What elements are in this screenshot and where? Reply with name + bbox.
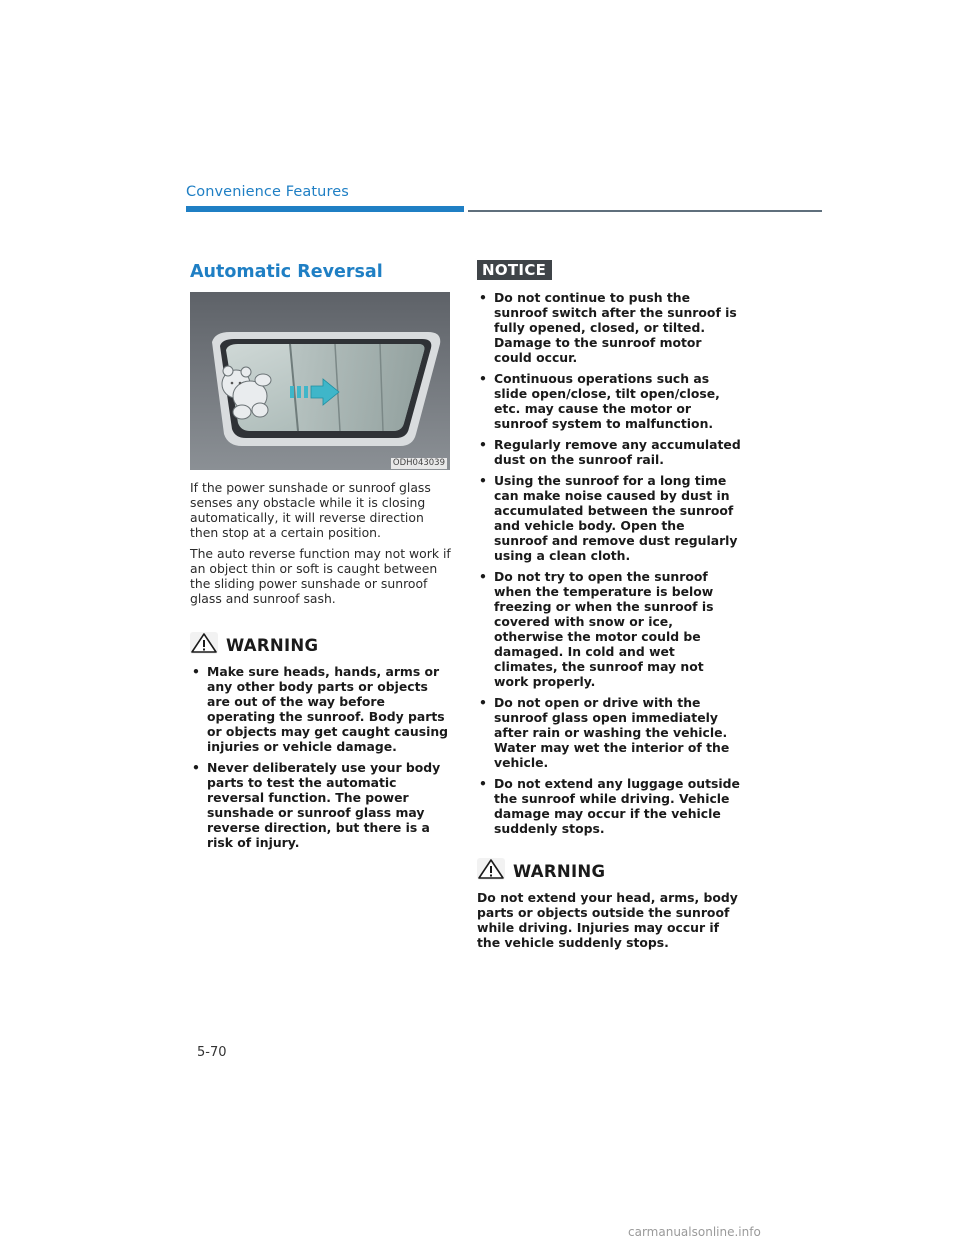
warning-paragraph: Do not extend your head, arms, body parts or objects outside the sunroof while driving. Injuries may occur if the vehicle suddenly stops.	[477, 890, 738, 950]
notice-badge: NOTICE	[477, 260, 552, 280]
bullet-dot-icon: •	[479, 569, 487, 584]
section-title: Automatic Reversal	[190, 262, 383, 282]
list-item	[477, 437, 742, 467]
warning-heading	[190, 632, 452, 658]
list-item-text: Do not try to open the sunroof when the temperature is below freezing or when the sunroof is covered with snow or ice, otherwise the motor could be damaged. In cold and wet climates, the sunroof may not work properly.	[494, 569, 714, 689]
bullet-dot-icon: •	[479, 776, 487, 791]
bullet-dot-icon: •	[192, 760, 200, 775]
body-paragraph: The auto reverse function may not work if an object thin or soft is caught between the sliding power sunshade or sunroof glass and sunroof sash.	[190, 546, 451, 606]
header-title: Convenience Features	[186, 184, 349, 200]
warning-label: WARNING	[513, 861, 606, 881]
list-item	[477, 695, 742, 770]
list-item-text: Never deliberately use your body parts to test the automatic reversal function. The power sunshade or sunroof glass may reverse direction, but there is a risk of injury.	[207, 760, 441, 850]
warning-label: WARNING	[226, 635, 319, 655]
list-item	[477, 473, 742, 563]
list-item-text: Do not open or drive with the sunroof glass open immediately after rain or washing the vehicle. Water may wet the interior of the vehicle.	[494, 695, 730, 770]
header-rule-accent	[186, 206, 464, 212]
left-column	[190, 262, 452, 856]
watermark: carmanualsonline.info	[628, 1225, 761, 1239]
warning-heading	[477, 858, 742, 884]
warning-triangle-icon	[477, 858, 513, 884]
list-item	[477, 776, 742, 836]
figure-code: ODH043039	[392, 458, 445, 468]
list-item	[477, 371, 742, 431]
bullet-dot-icon: •	[192, 664, 200, 679]
bullet-dot-icon: •	[479, 290, 487, 305]
list-item-text: Make sure heads, hands, arms or any other body parts or objects are out of the way before operating the sunroof. Body parts or objects may get caught causing injuries or vehicle damage.	[207, 664, 449, 754]
list-item-text: Do not extend any luggage outside the sunroof while driving. Vehicle damage may occur if the vehicle suddenly stops.	[494, 776, 740, 836]
notice-list	[477, 290, 742, 836]
list-item-text: Regularly remove any accumulated dust on the sunroof rail.	[494, 437, 741, 467]
bullet-dot-icon: •	[479, 371, 487, 386]
list-item	[190, 664, 452, 754]
list-item-text: Using the sunroof for a long time can make noise caused by dust in accumulated between the sunroof and vehicle body. Open the sunroof and remove dust regularly using a clean cloth.	[494, 473, 738, 563]
bullet-dot-icon: •	[479, 695, 487, 710]
page-number: 5-70	[197, 1045, 227, 1060]
bullet-dot-icon: •	[479, 473, 487, 488]
list-item	[190, 760, 452, 850]
header-rule	[468, 210, 822, 212]
warning-list	[190, 664, 452, 850]
bullet-dot-icon: •	[479, 437, 487, 452]
sunroof-illustration	[190, 292, 450, 470]
warning-triangle-icon	[190, 632, 226, 658]
list-item-text: Do not continue to push the sunroof switch after the sunroof is fully opened, closed, or tilted. Damage to the sunroof motor could occur.	[494, 290, 737, 365]
right-column	[477, 260, 742, 950]
list-item	[477, 569, 742, 689]
list-item	[477, 290, 742, 365]
list-item-text: Continuous operations such as slide open/close, tilt open/close, etc. may cause the motor or sunroof system to malfunction.	[494, 371, 720, 431]
body-paragraph: If the power sunshade or sunroof glass senses any obstacle while it is closing automatically, it will reverse direction then stop at a certain position.	[190, 480, 431, 540]
